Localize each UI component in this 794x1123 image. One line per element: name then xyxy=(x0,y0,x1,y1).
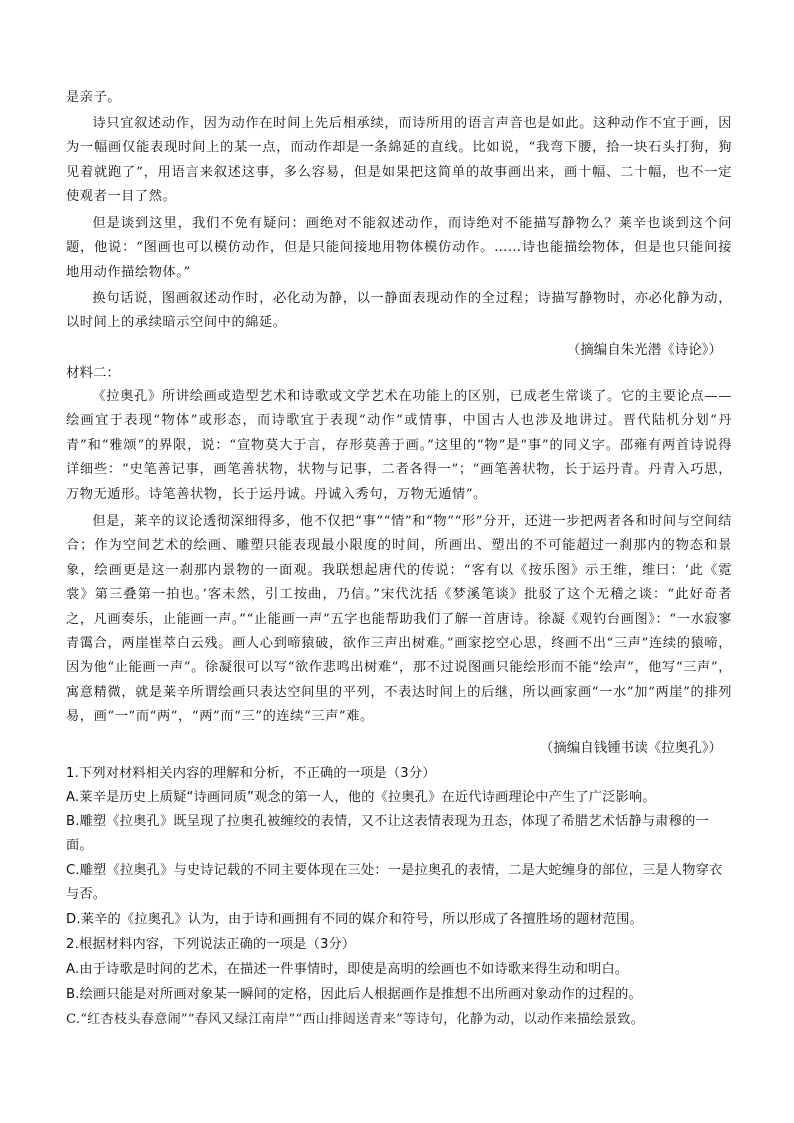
material2-paragraph-intro: 《拉奥孔》所讲绘画或造型艺术和诗歌或文学艺术在功能上的区别，已成老生常谈了。它的主要论点——绘画宜于表现“物体”或形态，而诗歌宜于表现“动作”或情事，中国古人也涉及地讲过。晋代陆机分划“丹青”和“雅颂”的界限，说：“宣物莫大于言，存形莫善于画。”这里的“物”是“事”的同义字。邵雍有两首诗说得详细些：“史笔善记事，画笔善状物，状物与记事，二者各得一”；“画笔善状物，长于运丹青。丹青入巧思，万物无遁形。诗笔善状物，长于运丹诚。丹诚入秀句，万物无遁情”。 xyxy=(66,389,732,502)
material1-fragment: 是亲子。 xyxy=(66,90,122,105)
material1-paragraph-action: 诗只宜叙述动作，因为动作在时间上先后相承续，而诗所用的语言声音也是如此。这种动作不宜于画，因为一幅画仅能表现时间上的某一点，而动作却是一条綿延的直线。比如说，“我弯下腰，拾一块石头打狗，狗见着就跑了”，用语言来叙述这事，多么容易，但是如果把这简单的故事画出来，画十幅、二十幅，也不一定使观者一目了然。 xyxy=(66,116,732,205)
question1-stem: 1.下列对材料相关内容的理解和分析，不正确的一项是（3分） xyxy=(66,766,436,781)
material1-source: （摘编自朱光潜《诗论》） xyxy=(566,342,722,358)
material2-label: 材料二： xyxy=(66,365,120,381)
question2-option-b: B.绘画只能是对所画对象某一瞬间的定格，因此后人根据画作是推想不出所画对象动作的过程的。 xyxy=(66,987,642,1002)
material2-source: （摘编自钱锺书读《拉奥孔》） xyxy=(539,740,722,756)
question1-option-c: C.雕塑《拉奥孔》与史诗记载的不同主要体现在三处：一是拉奥孔的表情，二是大蛇缠身的部位，三是人物穿衣与否。 xyxy=(66,863,723,902)
question1-option-a: A.莱辛是历史上质疑“诗画同质”观念的第一人，他的《拉奥孔》在近代诗画理论中产生了广泛影响。 xyxy=(66,790,656,805)
material1-paragraph-summary: 换句话说，图画叙述动作时，必化动为静，以一静面表现动作的全过程；诗描写静物时，亦必化静为动，以时间上的承续暗示空间中的綿延。 xyxy=(66,291,732,331)
material1-paragraph-question: 但是谈到这里，我们不免有疑问：画绝对不能叙述动作，而诗绝对不能描写静物么？莱辛也谈到这个问题，他说：“图画也可以模仿动作，但是只能间接地用物体模仿动作。……诗也能描绘物体，但是也只能间接地用动作描绘物体。” xyxy=(66,216,732,280)
question2-option-a: A.由于诗歌是时间的艺术，在描述一件事情时，即使是高明的绘画也不如诗歌来得生动和明白。 xyxy=(66,962,629,977)
question1-option-b: B.雕塑《拉奥孔》既呈现了拉奥孔被缠绞的表情，又不让这表情表现为丑态，体现了希腊艺术恬静与肃穆的一面。 xyxy=(66,814,709,853)
question1-option-d: D.莱辛的《拉奥孔》认为，由于诗和画拥有不同的媒介和符号，所以形成了各擅胜场的题材范围。 xyxy=(66,912,644,927)
material2-paragraph-lessing: 但是，莱辛的议论透彻深细得多，他不仅把“事”“情”和“物”“形”分开，还进一步把两者各和时间与空间结合；作为空间艺术的绘画、雕塑只能表现最小限度的时间，所画出、塑出的不可能超过一刹那内的物态和景象，绘画更是这一刹那内景物的一面观。我联想起唐代的传说：“客有以《按乐图》示王维，维曰：‘此《霓裳》第三叠第一拍也。’客未然，引工按曲，乃信。”宋代沈括《梦溪笔谈》批驳了这个无稽之谈：“此好奇者之，凡画奏乐，止能画一声。”“止能画一声”五字也能帮助我们了解一首唐诗。徐凝《观钓台画图》：“一水寂寥青霭合，两崖崔萃白云残。画人心到啼猿破，欲作三声出树难。”画家挖空心思，终画不出“三声”连续的猿啼，因为他“止能画一声”。徐凝很可以写“欲作悲鸣出树难”，那不过说图画只能绘形而不能“绘声”，他写“三声”，寓意精微，就是莱辛所谓绘画只表达空间里的平列，不表达时间上的后继，所以画家画“一水”加“两崖”的排列易，画“一”而“两”，“两”而“三”的连续“三声”难。 xyxy=(66,514,732,725)
question2-option-c: C.“红杏枝头春意闹”“春风又绿江南岸”“西山排闼送青来”等诗句，化静为动，以动作来描绘景致。 xyxy=(66,1012,644,1027)
question2-stem: 2.根据材料内容，下列说法正确的一项是（3分） xyxy=(66,937,356,952)
